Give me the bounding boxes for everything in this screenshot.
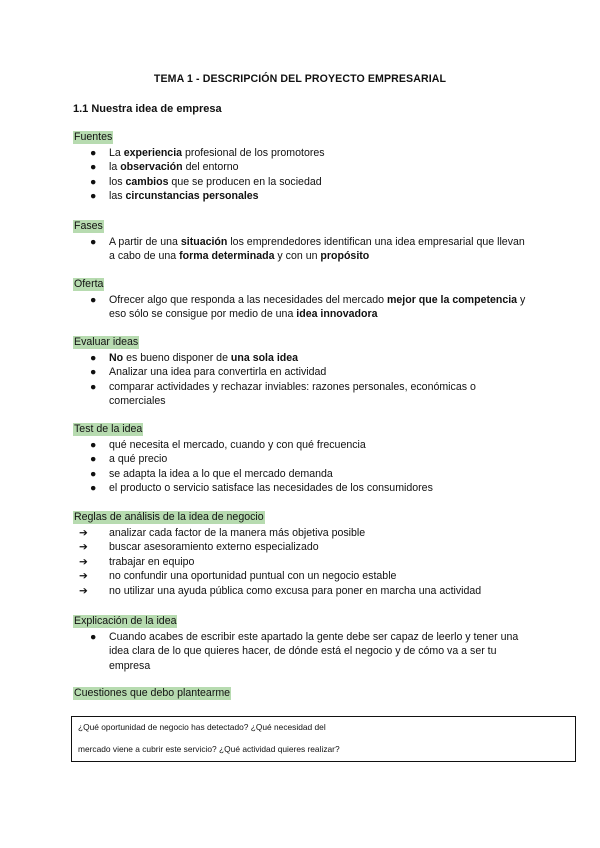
text: comparar actividades y rechazar inviables: razones personales, económicas o comerciales xyxy=(109,380,476,408)
heading-fuentes: Fuentes xyxy=(74,131,113,143)
question-line-2: mercado viene a cubrir este servicio? ¿Qué actividad quieres realizar? xyxy=(78,744,340,754)
section-evaluar-ideas xyxy=(73,335,533,409)
bullet-icon: ● xyxy=(90,351,97,364)
list-item xyxy=(73,584,533,599)
bullet-icon: ● xyxy=(90,380,97,393)
bullet-icon: ● xyxy=(90,366,97,379)
text: a qué precio xyxy=(109,453,168,466)
text: A partir de una xyxy=(109,235,181,248)
text: Cuando acabes de escribir este apartado la gente debe ser capaz de leerlo y tener una idea clara de lo que quieres hacer, de dónde está el negocio y de cómo va a ser tu empresa xyxy=(109,630,519,672)
list-item xyxy=(73,467,533,482)
document-title: TEMA 1 - DESCRIPCIÓN DEL PROYECTO EMPRESARIAL xyxy=(153,73,447,85)
bold-text: una sola idea xyxy=(230,351,299,364)
bullet-icon: ● xyxy=(90,146,97,159)
list-item xyxy=(73,630,533,674)
text: buscar asesoramiento externo especializado xyxy=(109,541,319,554)
text: se adapta la idea a lo que el mercado demanda xyxy=(109,467,333,480)
heading-test-idea: Test de la idea xyxy=(74,423,143,435)
text: qué necesita el mercado, cuando y con qué frecuencia xyxy=(109,438,366,451)
bold-text: propósito xyxy=(320,250,370,263)
list-item xyxy=(73,569,533,584)
section-subtitle: 1.1 Nuestra idea de empresa xyxy=(73,103,222,115)
list-item xyxy=(73,438,533,453)
bullet-icon: ● xyxy=(90,293,97,306)
section-fases xyxy=(73,219,533,264)
list-item xyxy=(73,293,533,322)
list-oferta xyxy=(73,293,533,322)
section-fuentes xyxy=(73,130,533,204)
list-fases xyxy=(73,235,533,264)
list-test-idea xyxy=(73,438,533,496)
bullet-icon: ● xyxy=(90,453,97,466)
heading-cuestiones: Cuestiones que debo plantearme xyxy=(74,687,231,699)
list-item xyxy=(73,540,533,555)
bold-text: observación xyxy=(120,161,183,174)
list-item xyxy=(73,555,533,570)
text: analizar cada factor de la manera más objetiva posible xyxy=(109,526,366,539)
list-item xyxy=(73,365,533,380)
text: del entorno xyxy=(182,161,239,174)
arrow-right-icon: ➔ xyxy=(79,555,88,568)
bold-text: experiencia xyxy=(123,146,183,159)
list-item xyxy=(73,380,533,409)
text: el producto o servicio satisface las necesidades de los consumidores xyxy=(109,482,433,495)
heading-oferta: Oferta xyxy=(74,278,104,290)
text: y con un xyxy=(274,250,321,263)
text: Ofrecer algo que responda a las necesidades del mercado xyxy=(109,293,387,306)
arrow-right-icon: ➔ xyxy=(79,570,88,583)
text: es bueno disponer de xyxy=(123,351,231,364)
list-reglas-analisis xyxy=(73,526,533,599)
list-item xyxy=(73,481,533,496)
heading-fases: Fases xyxy=(74,220,103,232)
section-cuestiones xyxy=(73,686,533,701)
bullet-icon: ● xyxy=(90,482,97,495)
bullet-icon: ● xyxy=(90,630,97,643)
bullet-icon: ● xyxy=(90,161,97,174)
text: profesional de los promotores xyxy=(182,146,325,159)
list-item xyxy=(73,146,533,161)
list-item xyxy=(73,526,533,541)
list-explicacion-idea xyxy=(73,630,533,674)
bullet-icon: ● xyxy=(90,438,97,451)
text: no utilizar una ayuda pública como excusa para poner en marcha una actividad xyxy=(109,584,482,597)
arrow-right-icon: ➔ xyxy=(79,526,88,539)
text: La xyxy=(109,146,124,159)
text: Analizar una idea para convertirla en actividad xyxy=(109,366,327,379)
section-oferta xyxy=(73,277,533,322)
heading-explicacion-idea: Explicación de la idea xyxy=(74,615,177,627)
bold-text: No xyxy=(109,351,124,364)
text: las xyxy=(109,190,126,203)
bullet-icon: ● xyxy=(90,235,97,248)
list-item xyxy=(73,189,533,204)
section-test-idea xyxy=(73,422,533,496)
section-reglas-analisis xyxy=(73,510,533,599)
bold-text: idea innovadora xyxy=(296,308,378,321)
list-item xyxy=(73,351,533,366)
bold-text: cambios xyxy=(125,175,169,188)
list-evaluar-ideas xyxy=(73,351,533,409)
bold-text: mejor que la competencia xyxy=(386,293,518,306)
text: trabajar en equipo xyxy=(109,555,195,568)
text: la xyxy=(109,161,121,174)
bold-text: forma determinada xyxy=(179,250,275,263)
arrow-right-icon: ➔ xyxy=(79,584,88,597)
heading-reglas-analisis: Reglas de análisis de la idea de negocio xyxy=(74,511,264,523)
text: los emprendedores identifican una idea empresarial que llevan a cabo de una xyxy=(109,235,525,263)
text: los xyxy=(109,175,126,188)
section-explicacion-idea xyxy=(73,614,533,673)
bullet-icon: ● xyxy=(90,175,97,188)
question-line-1: ¿Qué oportunidad de negocio has detectado? ¿Qué necesidad del xyxy=(78,722,326,732)
list-item xyxy=(73,452,533,467)
list-fuentes xyxy=(73,146,533,204)
bold-text: situación xyxy=(180,235,228,248)
arrow-right-icon: ➔ xyxy=(79,541,88,554)
question-box xyxy=(71,716,576,762)
heading-evaluar-ideas: Evaluar ideas xyxy=(74,336,139,348)
list-item xyxy=(73,235,533,264)
text: y eso sólo se consigue por medio de una xyxy=(109,293,526,321)
list-item xyxy=(73,175,533,190)
bullet-icon: ● xyxy=(90,190,97,203)
list-item xyxy=(73,160,533,175)
bold-text: circunstancias personales xyxy=(125,190,259,203)
text: que se producen en la sociedad xyxy=(168,175,322,188)
text: no confundir una oportunidad puntual con un negocio estable xyxy=(109,570,397,583)
bullet-icon: ● xyxy=(90,467,97,480)
